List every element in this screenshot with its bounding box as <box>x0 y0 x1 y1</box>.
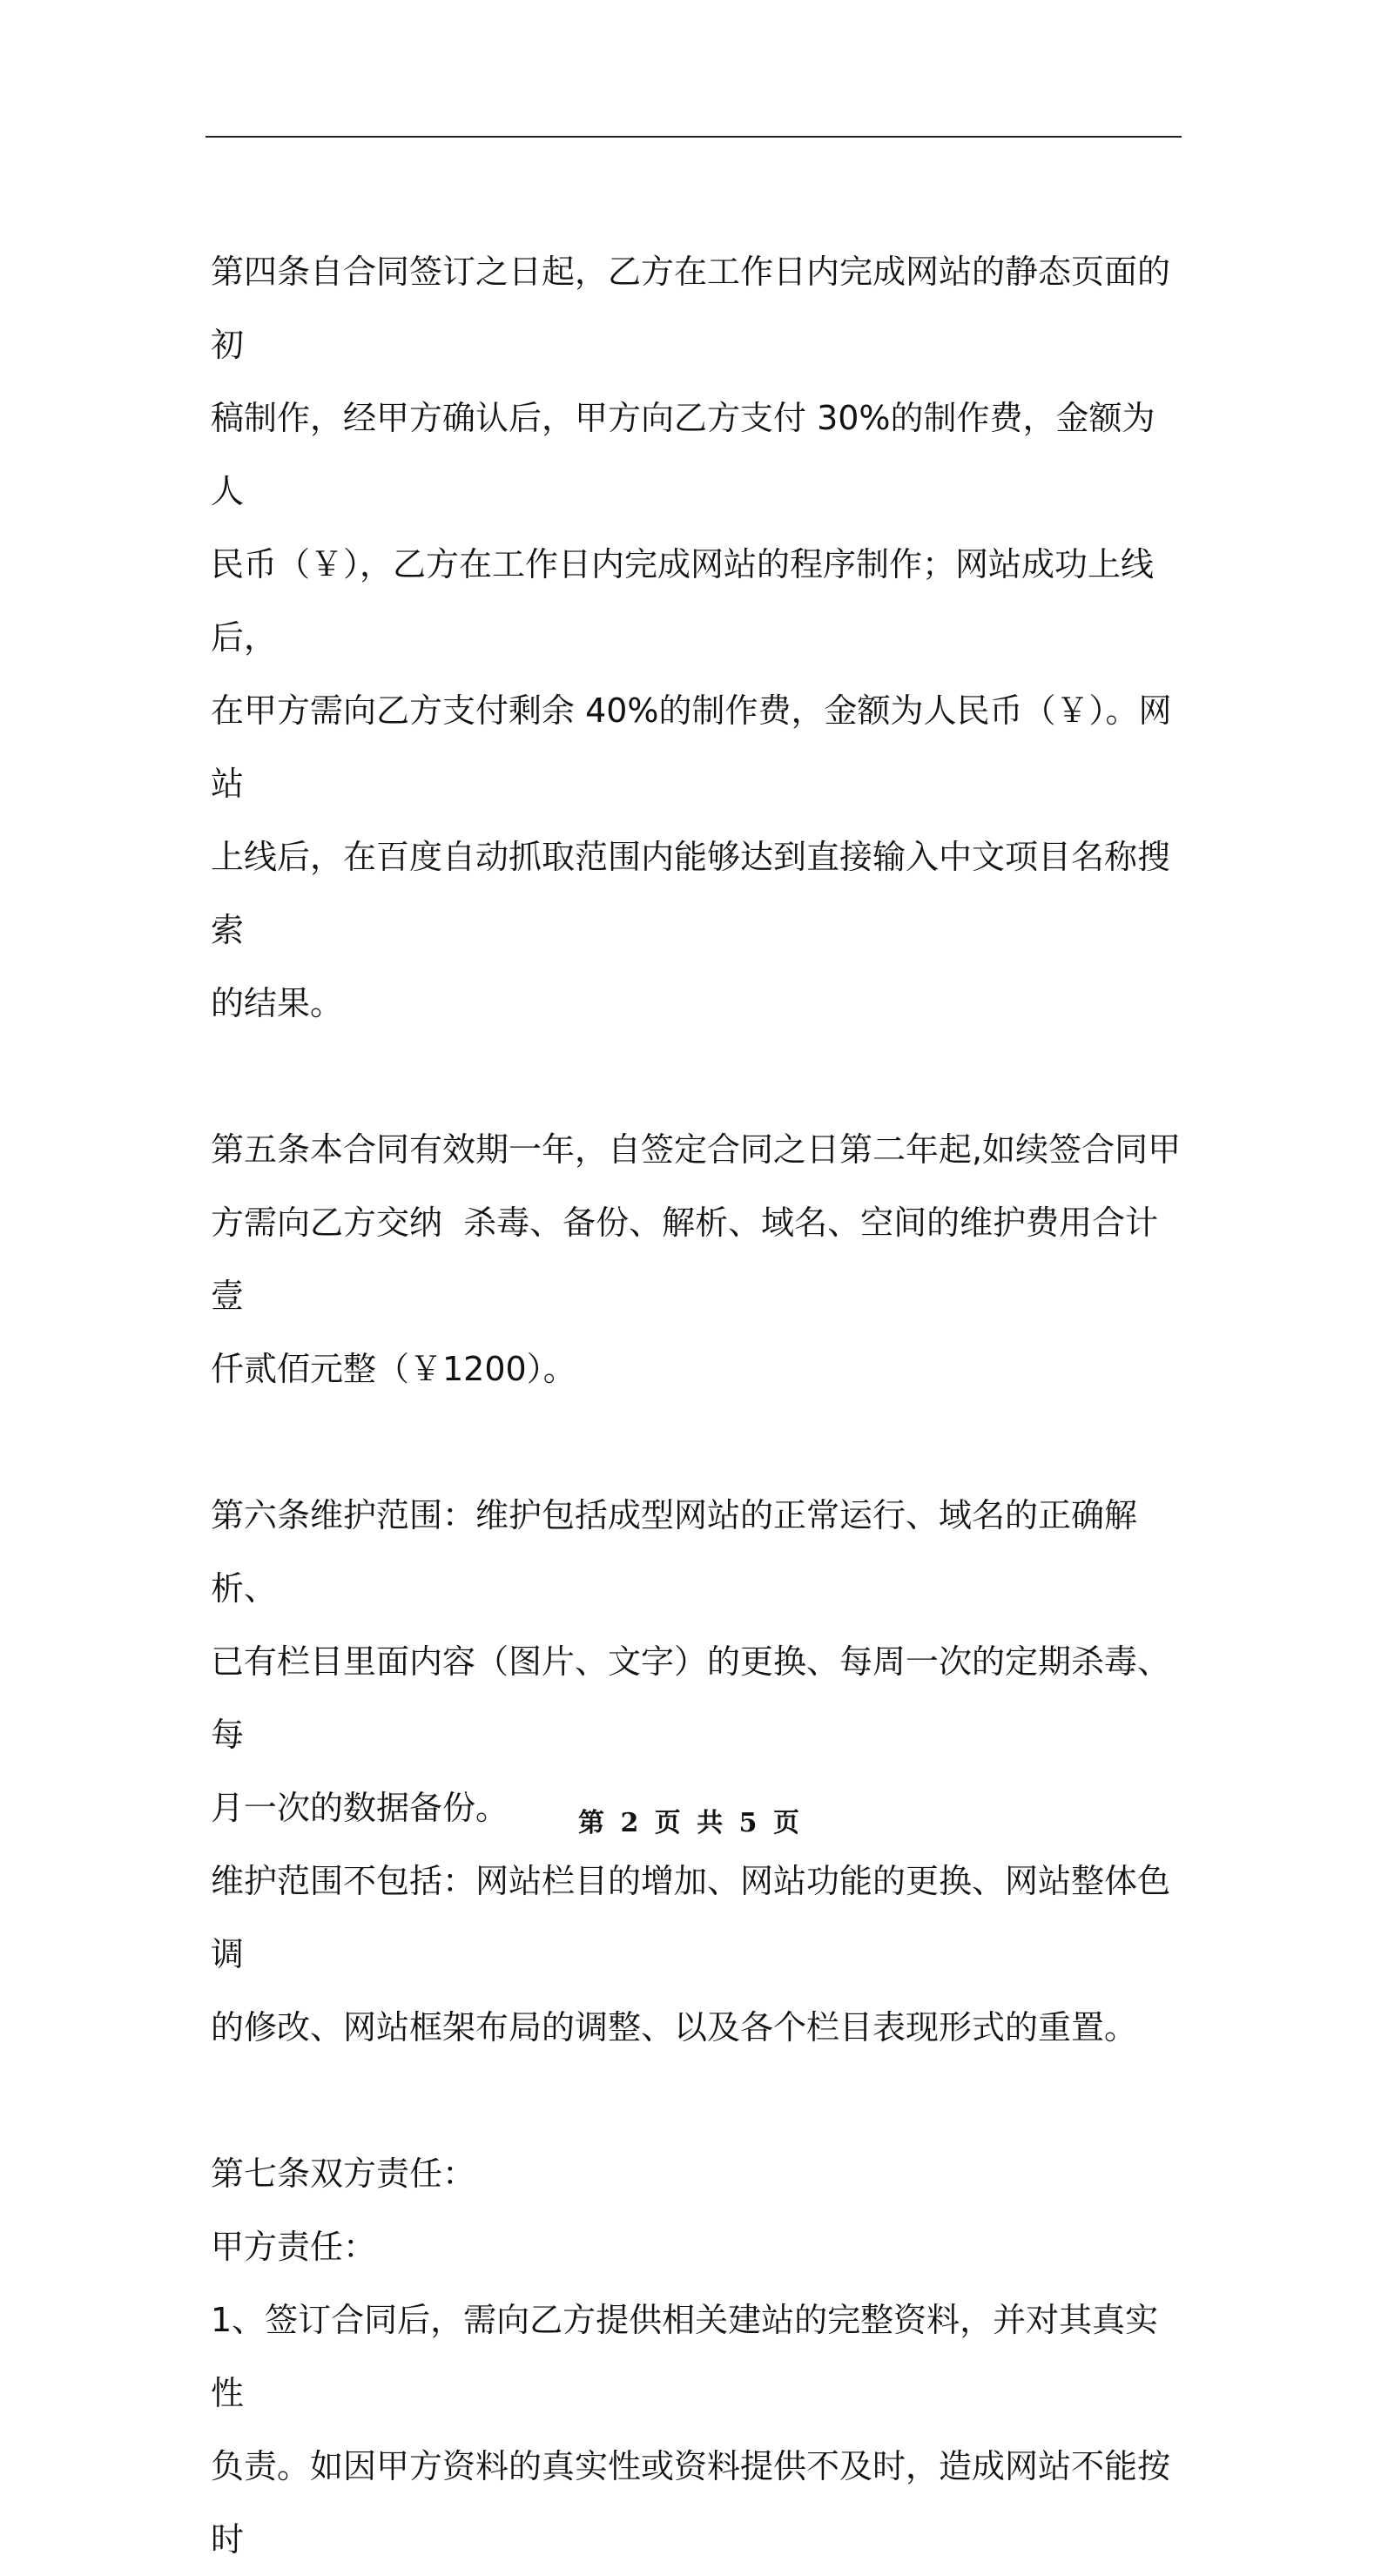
article-7 <box>211 2137 1186 2576</box>
article-5-line: 仟贰佰元整（￥1200）。 <box>211 1350 576 1388</box>
article-5 <box>211 1113 1186 1406</box>
article-7-line: 1、签订合同后，需向乙方提供相关建站的完整资料，并对其真实性 <box>211 2301 1159 2412</box>
article-7-line: 负责。如因甲方资料的真实性或资料提供不及时，造成网站不能按时 <box>211 2447 1171 2559</box>
page-number: 第 2 页 共 5 页 <box>578 1808 803 1838</box>
article-4-line: 第四条自合同签订之日起，乙方在工作日内完成网站的静态页面的初 <box>211 253 1171 364</box>
paragraph-gap <box>211 2064 1186 2137</box>
article-6-line: 已有栏目里面内容（图片、文字）的更换、每周一次的定期杀毒、每 <box>211 1642 1171 1754</box>
article-7-line: 甲方责任： <box>211 2228 377 2266</box>
header-rule <box>205 136 1182 138</box>
article-6-line: 的修改、网站框架布局的调整、以及各个栏目表现形式的重置。 <box>211 2008 1138 2047</box>
article-4-line: 稿制作，经甲方确认后，甲方向乙方支付 30%的制作费，金额为人 <box>211 399 1155 510</box>
article-4-line: 在甲方需向乙方支付剩余 40%的制作费，金额为人民币（￥）。网站 <box>211 691 1172 803</box>
document-body <box>211 235 1186 2576</box>
article-7-line: 第七条双方责任： <box>211 2155 476 2193</box>
article-6-line: 第六条维护范围：维护包括成型网站的正常运行、域名的正确解析、 <box>211 1496 1138 1608</box>
article-4 <box>211 235 1186 1040</box>
paragraph-gap <box>211 1040 1186 1113</box>
article-5-line: 方需向乙方交纳 杀毒、备份、解析、域名、空间的维护费用合计壹 <box>211 1204 1159 1315</box>
paragraph-gap <box>211 1406 1186 1479</box>
article-6 <box>211 1479 1186 2064</box>
article-6-line: 维护范围不包括：网站栏目的增加、网站功能的更换、网站整体色调 <box>211 1862 1171 1973</box>
article-6-line: 月一次的数据备份。 <box>211 1789 509 1827</box>
article-4-line: 上线后，在百度自动抓取范围内能够达到直接输入中文项目名称搜索 <box>211 838 1171 949</box>
article-4-line: 的结果。 <box>211 984 344 1022</box>
article-4-line: 民币（￥），乙方在工作日内完成网站的程序制作；网站成功上线后， <box>211 545 1155 657</box>
article-5-line: 第五条本合同有效期一年，自签定合同之日第二年起,如续签合同甲 <box>211 1130 1182 1169</box>
